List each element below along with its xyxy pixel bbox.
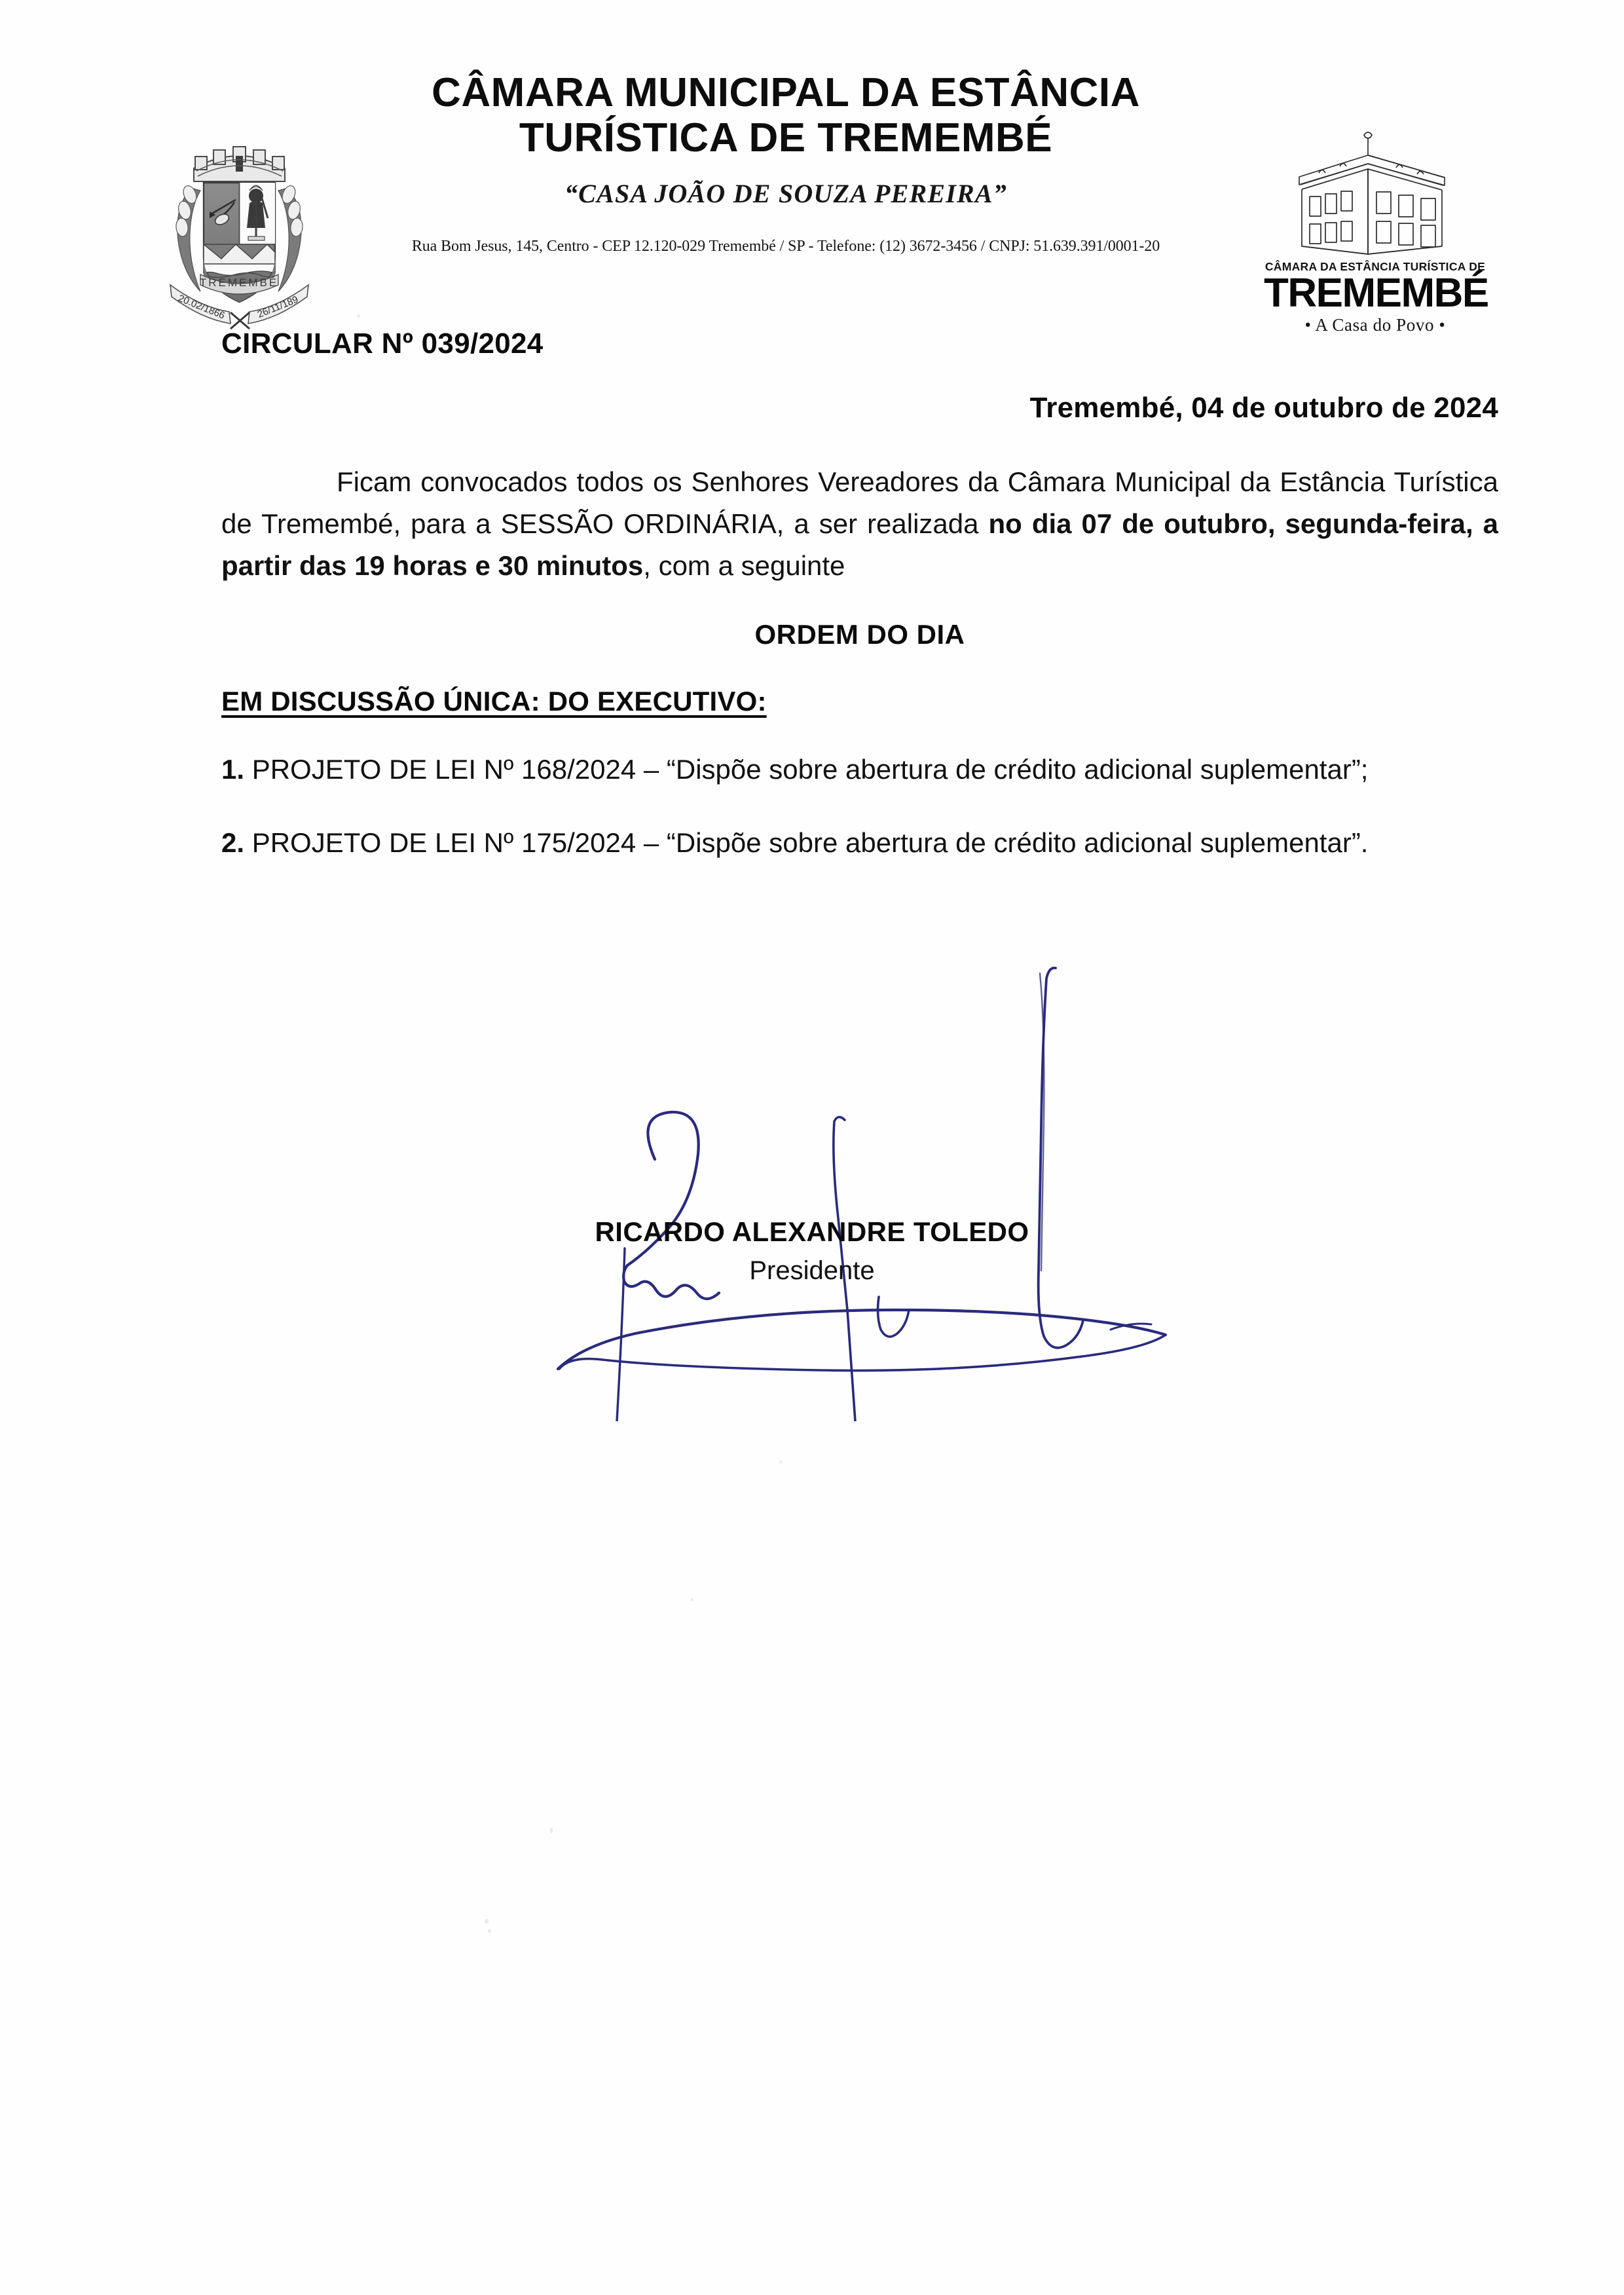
- ordem-do-dia-heading: ORDEM DO DIA: [754, 619, 965, 650]
- agenda-item-1-number: 1.: [221, 754, 245, 785]
- agenda-item-1: [221, 749, 1498, 791]
- scan-speck: [485, 1919, 489, 1924]
- circular-title: CIRCULAR Nº 039/2024: [221, 327, 544, 360]
- scan-speck: [488, 1929, 491, 1933]
- organization-name-line1: CÂMARA MUNICIPAL DA ESTÂNCIA: [432, 70, 1140, 115]
- document-body: [221, 327, 1498, 864]
- organization-address: Rua Bom Jesus, 145, Centro - CEP 12.120-029 Tremembé / SP - Telefone: (12) 3672-3456 / CNPJ: 51.639.391/0001-20: [411, 237, 1160, 255]
- paragraph-part-1: Ficam convocados todos os Senhores Vereadores da Câmara Municipal da Estância Turística de Tremembé, para a SESSÃO ORDINÁRIA, a ser realizada: [221, 466, 1498, 539]
- paragraph-bold-part: no dia 07 de outubro, segunda-feira, a partir das 19 horas e 30 minutos: [221, 508, 1498, 581]
- coat-of-arms-icon: [162, 134, 316, 334]
- coat-ribbon-right: 26/11/189: [255, 293, 300, 321]
- paragraph-part-2: , com a seguinte: [643, 550, 845, 581]
- date-line: Tremembé, 04 de outubro de 2024: [1029, 392, 1498, 424]
- signatory-name: RICARDO ALEXANDRE TOLEDO: [595, 1216, 1029, 1247]
- agenda-item-1-text: PROJETO DE LEI Nº 168/2024 – “Dispõe sobre abertura de crédito adicional suplementar”;: [244, 754, 1369, 785]
- header-titles: [327, 62, 1244, 255]
- signature-block: [0, 963, 1624, 1447]
- coat-ribbon-left: 20.02/1866: [176, 292, 227, 322]
- agenda-item-2: [221, 822, 1498, 864]
- agenda-item-2-text: PROJETO DE LEI Nº 175/2024 – “Dispõe sobre abertura de crédito adicional suplementar”.: [244, 827, 1369, 859]
- section-heading-em-discussao: EM DISCUSSÃO ÚNICA: DO EXECUTIVO:: [221, 686, 767, 717]
- scan-speck: [779, 1461, 783, 1464]
- scan-speck: [691, 1598, 693, 1601]
- camara-logo-city: TREMEMBÉ: [1264, 271, 1488, 316]
- convocation-paragraph: [221, 461, 1498, 586]
- signatory-role: Presidente: [749, 1256, 875, 1285]
- scan-speck: [357, 314, 360, 318]
- camara-logo: [1264, 124, 1486, 341]
- organization-subtitle: “CASA JOÃO DE SOUZA PEREIRA”: [564, 178, 1008, 208]
- camara-building-icon: [1277, 124, 1473, 259]
- coat-city-label: TREMEMBÉ: [199, 276, 279, 289]
- handwritten-signature-icon: [557, 963, 1185, 1421]
- scan-speck: [550, 1827, 553, 1833]
- organization-name-line2: TURÍSTICA DE TREMEMBÉ: [519, 115, 1053, 161]
- camara-logo-caption: CÂMARA DA ESTÂNCIA TURÍSTICA DE: [1264, 260, 1486, 273]
- camara-logo-tagline: • A Casa do Povo •: [1304, 314, 1446, 335]
- agenda-item-2-number: 2.: [221, 827, 245, 859]
- document-header: [0, 62, 1624, 335]
